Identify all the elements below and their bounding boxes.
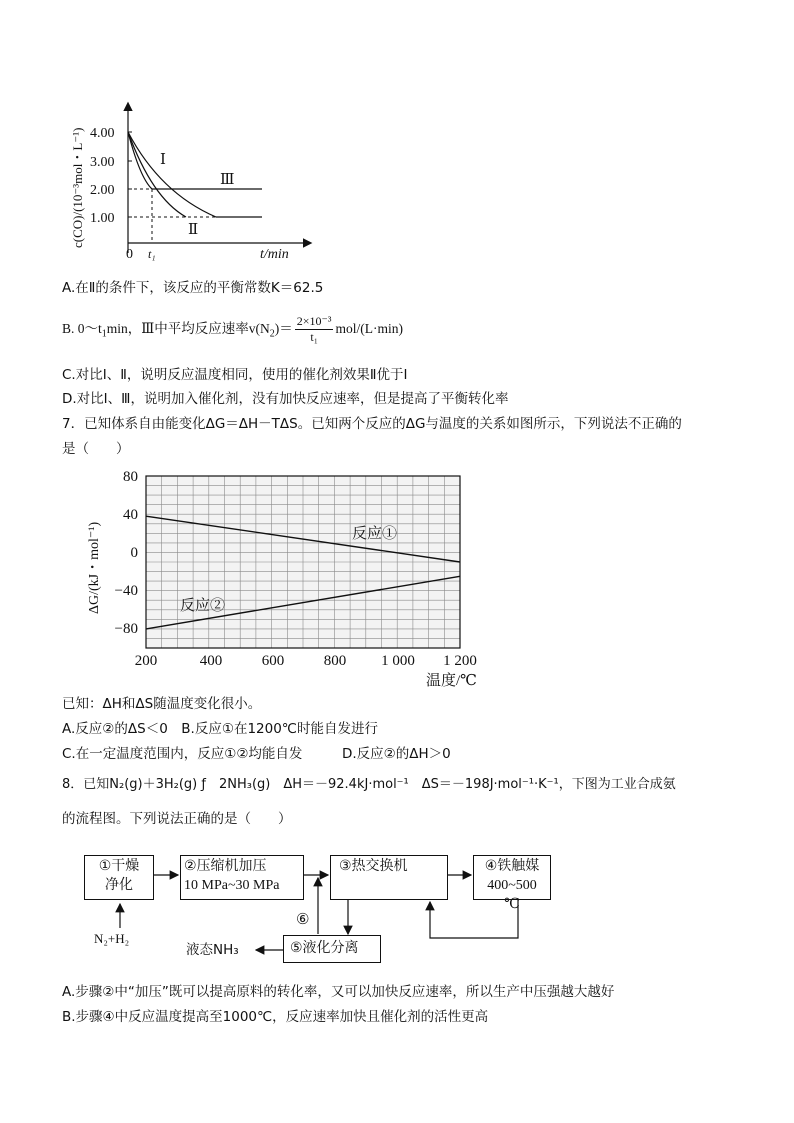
ytick-2: 2.00 xyxy=(90,183,115,198)
q6-b-eq: )＝ xyxy=(274,321,293,336)
ytick-80: 80 xyxy=(123,469,138,485)
q8-stem-line1: 8．已知N₂(g)＋3H₂(g) ƒ 2NH₃(g) ΔH＝－92.4kJ·mol⁻¹ ΔS＝－198J·mol⁻¹·K⁻¹，下图为工业合成氨 xyxy=(62,777,676,792)
step-5-label: ⑤液化分离 xyxy=(290,940,359,956)
ytick-3: 3.00 xyxy=(90,155,115,170)
q8-option-b: B.步骤④中反应温度提高至1000℃，反应速率加快且催化剂的活性更高 xyxy=(62,1009,489,1025)
gibbs-temperature-chart xyxy=(80,464,500,690)
q8-stem-line2: 的流程图。下列说法正确的是（ ） xyxy=(62,811,292,827)
ytick-0: 0 xyxy=(130,545,138,561)
feed-label: N₂+H₂ xyxy=(94,931,130,946)
curve-III xyxy=(128,132,262,189)
q7-option-d: D.反应②的ΔH＞0 xyxy=(342,746,451,762)
ytick-m40: −40 xyxy=(114,583,138,599)
q6-b-fraction xyxy=(295,314,334,345)
origin-label: 0 xyxy=(126,247,133,262)
step-1-line2: 净化 xyxy=(105,877,133,893)
step-4-line1: ④铁触媒 xyxy=(484,858,540,874)
xtick-600: 600 xyxy=(261,653,285,669)
ytick-40: 40 xyxy=(123,507,138,523)
x-axis-label: 温度/℃ xyxy=(426,673,477,689)
step-2-box xyxy=(180,855,304,900)
q7-stem-line2: 是（ ） xyxy=(62,441,130,457)
q7-stem-line1: 7．已知体系自由能变化ΔG＝ΔH－TΔS。已知两个反应的ΔG与温度的关系如图所示，下列说法不正确的 xyxy=(62,416,682,432)
step-1-line1: ①干燥 xyxy=(98,858,140,874)
q6-option-b xyxy=(62,310,403,354)
q6-b-sub: 1 xyxy=(101,328,107,340)
series-reaction2-label: 反应② xyxy=(180,598,226,614)
q7-option-c: C.在一定温度范围内，反应①②均能自发 xyxy=(62,746,303,762)
xtick-200: 200 xyxy=(134,653,158,669)
q6-b-sub2: 2 xyxy=(269,328,275,340)
xtick-1000: 1 000 xyxy=(381,653,415,669)
xtick-1200: 1 200 xyxy=(443,653,477,669)
step-3-box xyxy=(330,855,448,900)
label-II: Ⅱ xyxy=(188,222,199,238)
step-4-box xyxy=(473,855,551,912)
step-4-line2: 400~500 ℃ xyxy=(487,878,537,912)
fraction-denominator: t₁ xyxy=(310,329,318,344)
q6-b-pre: B. 0～t xyxy=(62,321,102,336)
y-axis-label: ΔG/(kJ・mol⁻¹) xyxy=(87,521,102,614)
q6-option-d: D.对比Ⅰ、Ⅲ，说明加入催化剂，没有加快反应速率，但是提高了平衡转化率 xyxy=(62,391,509,407)
series-reaction1-label: 反应① xyxy=(352,526,398,542)
curve-I xyxy=(128,132,262,217)
step-2-line2: 10 MPa~30 MPa xyxy=(184,878,280,893)
xtick-t1: t₁ xyxy=(148,247,156,261)
xtick-400: 400 xyxy=(199,653,223,669)
step-1-box xyxy=(84,855,154,900)
q6-option-c: C.对比Ⅰ、Ⅱ，说明反应温度相同，使用的催化剂效果Ⅱ优于Ⅰ xyxy=(62,367,408,383)
product-label: 液态NH₃ xyxy=(186,942,239,958)
label-III: Ⅲ xyxy=(220,172,235,188)
step-2-line1: ②压缩机加压 xyxy=(184,858,267,874)
grid-lines xyxy=(146,476,460,648)
step-5-box xyxy=(283,935,381,963)
q7-option-ab: A.反应②的ΔS＜0 B.反应①在1200℃时能自发进行 xyxy=(62,721,378,737)
y-axis-label: c(CO)/(10⁻³mol・L⁻¹) xyxy=(70,127,85,248)
fraction-numerator: 2×10⁻³ xyxy=(296,313,332,328)
q8-option-a: A.步骤②中“加压”既可以提高原料的转化率，又可以加快反应速率，所以生产中压强越大越好 xyxy=(62,984,615,1000)
q6-option-a: A.在Ⅱ的条件下，该反应的平衡常数K＝62.5 xyxy=(62,280,324,296)
concentration-time-chart xyxy=(60,98,320,268)
xtick-800: 800 xyxy=(323,653,347,669)
ytick-4: 4.00 xyxy=(90,126,115,141)
ytick-1: 1.00 xyxy=(90,211,115,226)
label-I: Ⅰ xyxy=(160,152,166,168)
recycle-label-6: ⑥ xyxy=(296,910,310,928)
q6-b-post: mol/(L·min) xyxy=(335,321,403,336)
x-axis-label: t/min xyxy=(260,247,289,262)
ytick-m80: −80 xyxy=(114,621,138,637)
q6-b-mid: min，Ⅲ中平均反应速率v(N xyxy=(106,321,270,336)
q7-known: 已知：ΔH和ΔS随温度变化很小。 xyxy=(62,696,262,712)
step-3-label: ③热交换机 xyxy=(339,858,408,874)
